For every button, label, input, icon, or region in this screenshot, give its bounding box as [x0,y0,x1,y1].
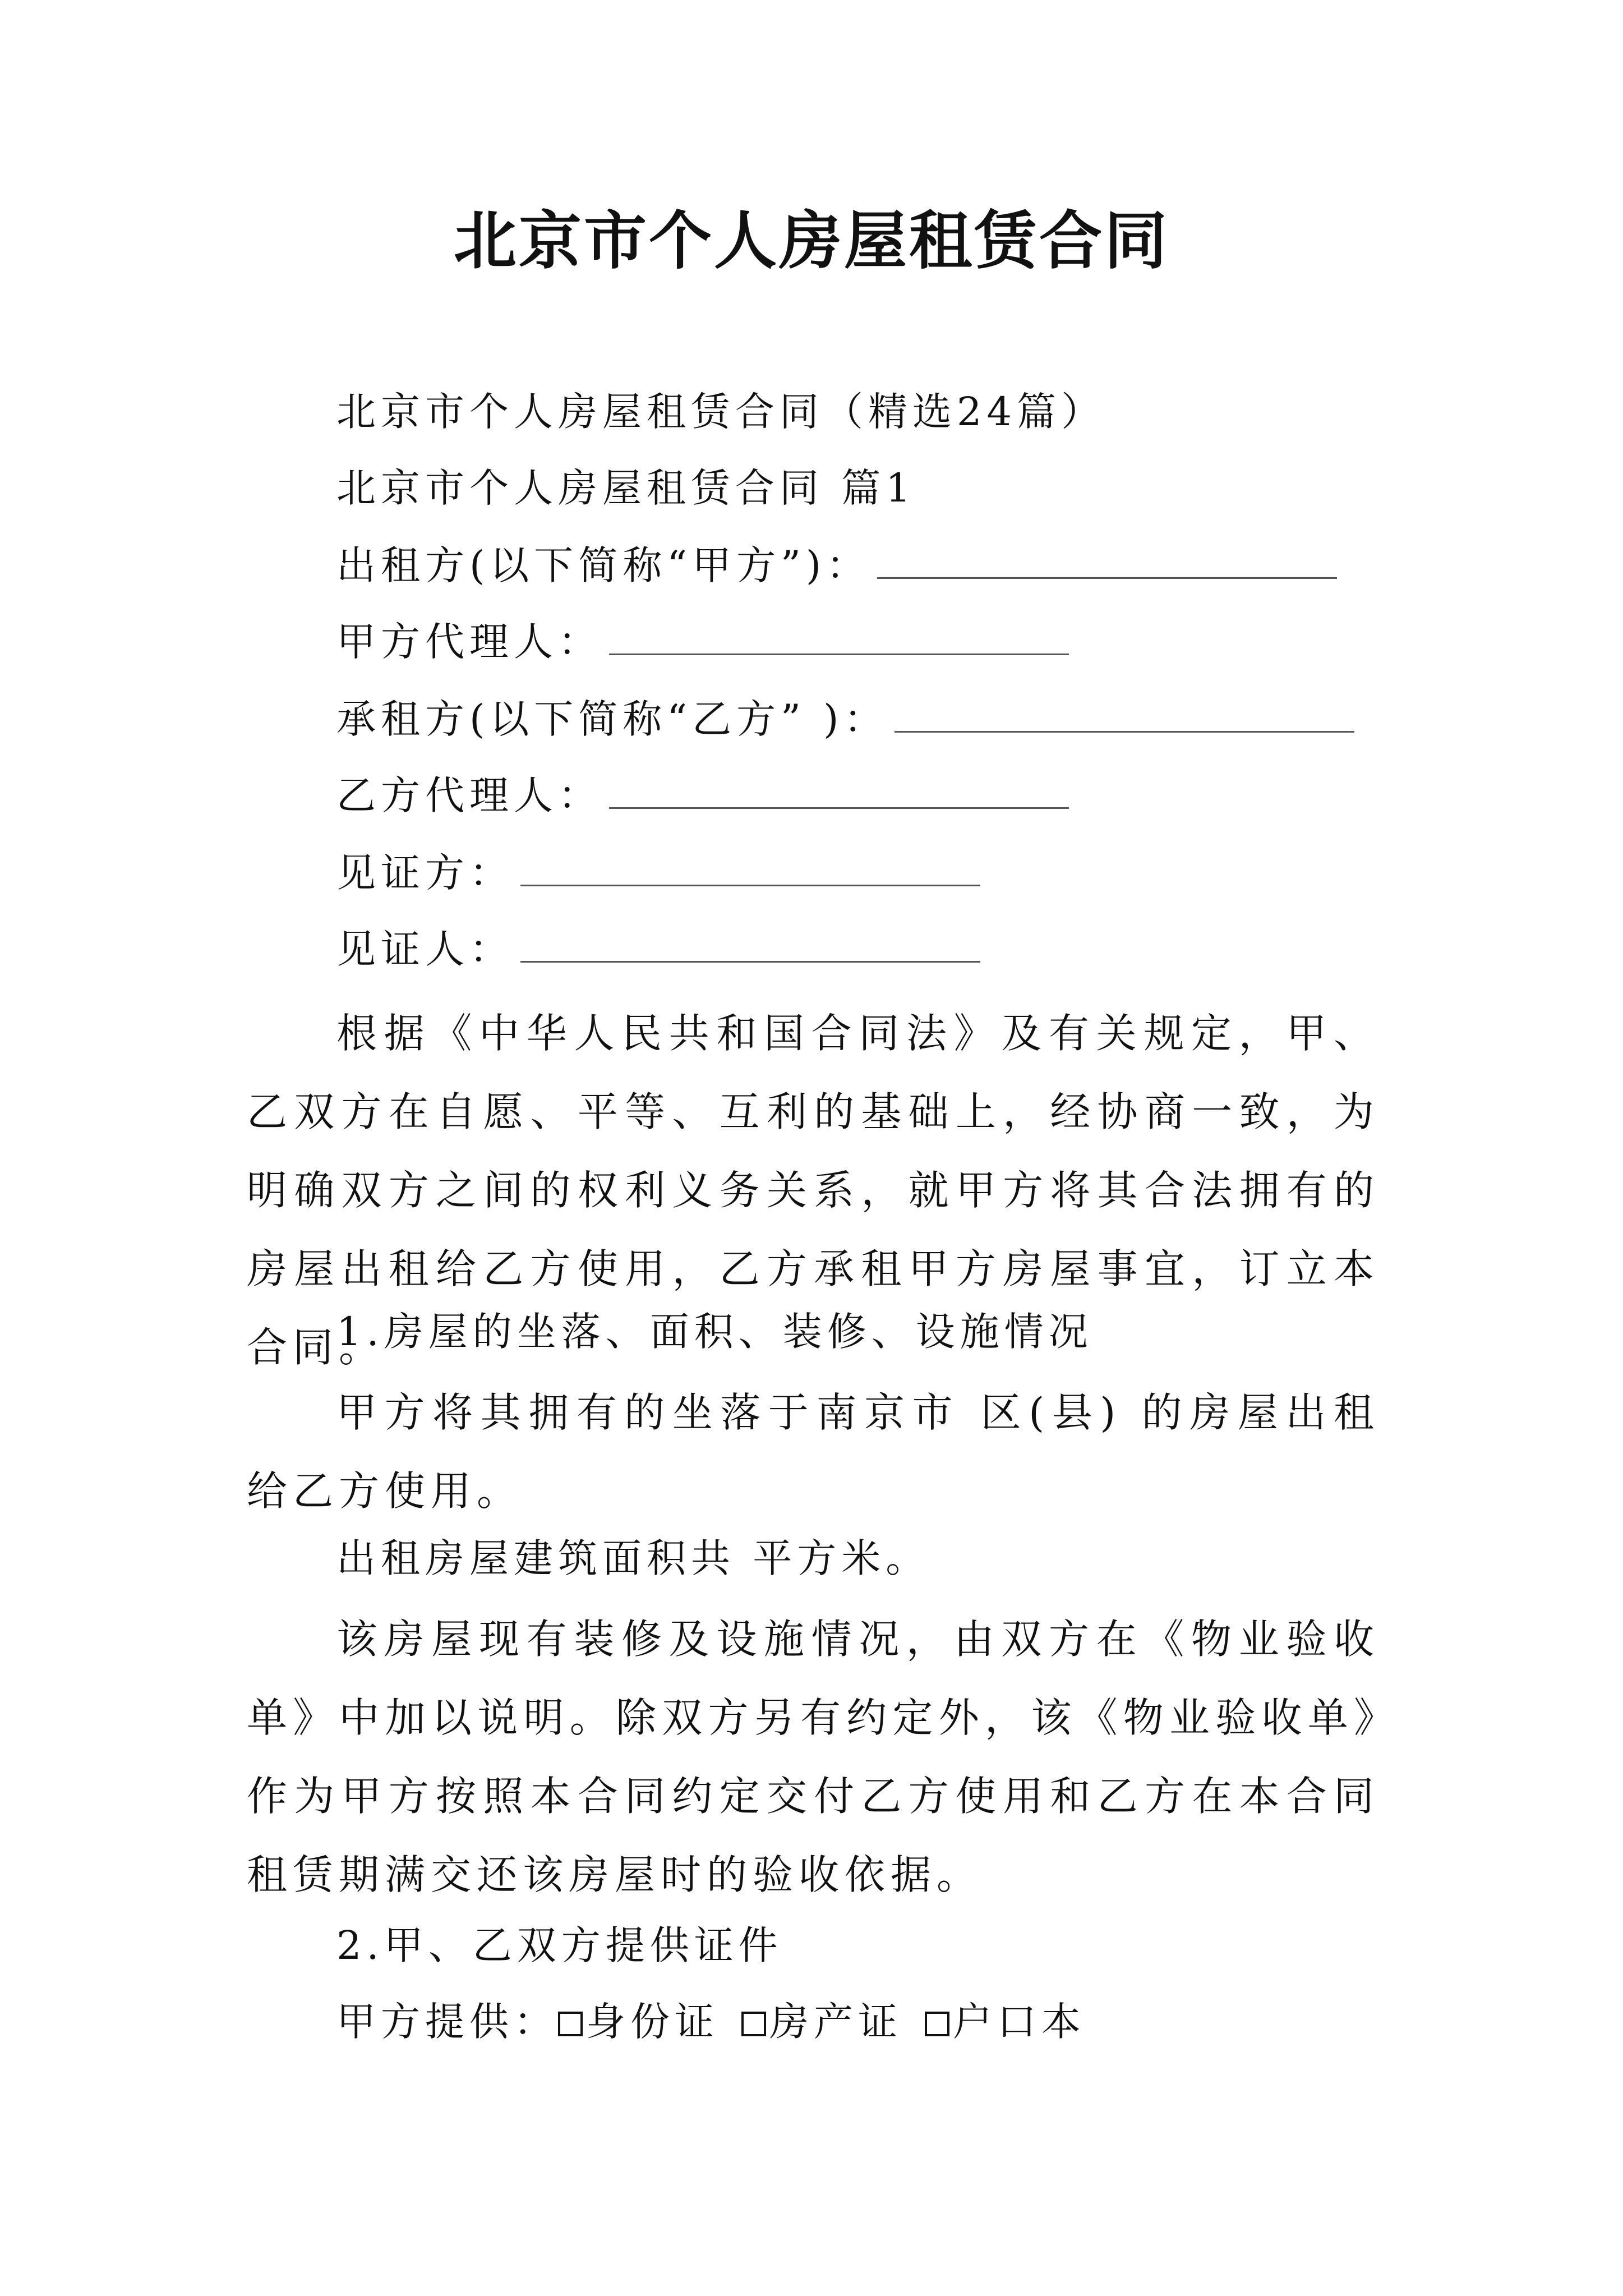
clause-1-area: 出租房屋建筑面积共 平方米。 [336,1535,930,1581]
witness-party-label: 见证方： [336,850,514,896]
checkbox-id-card[interactable] [558,2012,583,2036]
party-lessor-line [336,539,1337,592]
section-heading: 北京市个人房屋租赁合同 篇1 [336,465,916,511]
option-household-register: 户口本 [953,1999,1086,2045]
clause-1-heading: 1.房屋的坐落、面积、装修、设施情况 [336,1309,1093,1355]
lessor-documents-line [336,1995,1086,2049]
clause-1-facilities: 该房屋现有装修及设施情况，由双方在《物业验收单》中加以说明。除双方另有约定外，该《物业验收单》作为甲方按照本合同约定交付乙方使用和乙方在本合同租赁期满交还该房屋时的验收依据。 [247,1616,1380,1898]
option-id-card: 身份证 [586,1999,719,2045]
witness-party-blank[interactable] [520,851,980,886]
party-lessee-blank[interactable] [895,697,1354,733]
witness-person-label: 见证人： [336,926,514,972]
clause-1-location: 甲方将其拥有的坐落于南京市 区(县) 的房屋出租给乙方使用。 [247,1389,1380,1515]
lessor-documents-label: 甲方提供： [336,1999,558,2045]
party-lessor-agent-label: 甲方代理人： [336,619,602,665]
party-lessee-agent-line [336,769,1069,822]
document-title: 北京市个人房屋租赁合同 [454,204,1169,278]
subtitle: 北京市个人房屋租赁合同（精选24篇） [336,389,1106,435]
intro-paragraph: 根据《中华人民共和国合同法》及有关规定，甲、乙双方在自愿、平等、互利的基础上，经协商一致，为明确双方之间的权利义务关系，就甲方将其合法拥有的房屋出租给乙方使用，乙方承租甲方房屋事宜，订立本合同。 [247,1010,1380,1371]
party-lessor-blank[interactable] [877,544,1337,579]
party-lessee-agent-blank[interactable] [609,774,1069,809]
checkbox-household-register[interactable] [925,2012,949,2036]
party-lessee-label: 承租方(以下简称“乙方” )： [336,696,888,742]
party-lessee-line [336,692,1354,746]
witness-person-line [336,922,980,976]
witness-party-line [336,846,980,900]
party-lessor-agent-blank[interactable] [609,620,1069,655]
party-lessor-agent-line [336,615,1069,669]
party-lessee-agent-label: 乙方代理人： [336,772,602,818]
witness-person-blank[interactable] [520,927,980,963]
option-property-certificate: 房产证 [769,1999,902,2045]
party-lessor-label: 出租方(以下简称“甲方”)： [336,542,871,588]
clause-2-heading: 2.甲、乙双方提供证件 [336,1922,783,1968]
checkbox-property-certificate[interactable] [741,2012,766,2036]
